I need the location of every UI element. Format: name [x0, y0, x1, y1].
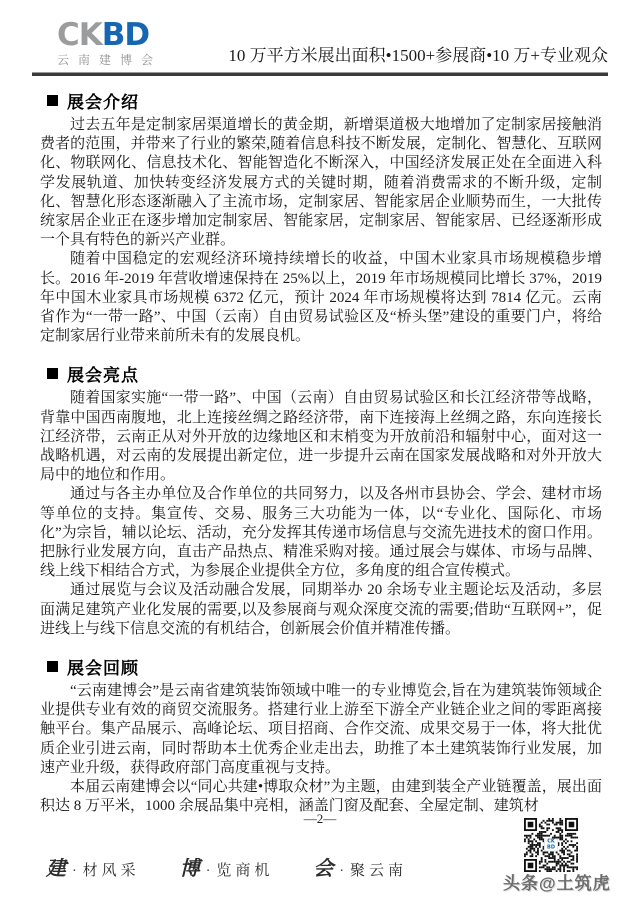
slogan-item	[180, 852, 274, 881]
slogan-separator: ·	[339, 864, 345, 879]
slogan-item	[46, 852, 140, 881]
qr-center-logo	[544, 839, 558, 852]
slogan-text: 览商机	[216, 863, 274, 879]
slogan-initial: 建	[46, 858, 66, 880]
section-intro	[40, 88, 602, 346]
footer-slogans	[46, 852, 407, 881]
paragraph: 通过展览与会议及活动融合发展，同期举办 20 余场专业主题论坛及活动，多层面满足建筑产业化发展的需要,以及参展商与观众深度交流的需要;借助“互联网+”，促进线上与线下信息交流的有机结合，创新展会价值并精准传播。	[40, 582, 602, 637]
logo-bd-text: BD	[101, 17, 150, 53]
slogan-initial: 会	[313, 858, 334, 880]
slogan-text: 材风采	[82, 863, 140, 879]
logo-subtitle: 云南建博会	[57, 53, 163, 67]
section-title-text: 展会亮点	[67, 366, 139, 386]
section-title-text: 展会回顾	[67, 659, 139, 679]
logo-ck-text: CK	[57, 17, 102, 53]
paragraph: 本届云南建博会以“同心共建•博取众材”为主题，由建到装全产业链覆盖，展出面积达 8 万平米，1000 余展品集中亮相，涵盖门窗及配套、全屋定制、建筑材	[40, 779, 602, 815]
slogan-separator: ·	[72, 864, 77, 879]
paragraph: 随着中国稳定的宏观经济环境持续增长的收益，中国木业家具市场规模稳步增长。2016 年-2019 年营收增速保持在 25%以上，2019 年市场规模同比增长 37%，2019 年中国木业家具市场规模 6372 亿元，预计 2024 年市场规模将达到 7814 亿元。云南省作为“一带一路”、中国（云南）自由贸易试验区及“桥头堡”建设的重要门户，将给定制家居行业带来前所未有的发展良机。	[40, 251, 602, 345]
section-highlights	[40, 361, 602, 639]
square-bullet-icon	[47, 368, 58, 379]
document-body	[40, 88, 602, 817]
qr-logo-line2: BD	[547, 844, 555, 850]
section-title	[47, 88, 602, 113]
section-review	[40, 654, 602, 816]
watermark-text: 头条@土筑虎	[503, 874, 611, 893]
qr-code	[524, 818, 578, 872]
slogan-text: 聚云南	[350, 863, 408, 879]
page-header	[32, 0, 608, 76]
paragraph: “云南建博会”是云南省建筑装饰领域中唯一的专业博览会,旨在为建筑装饰领域企业提供专业有效的商贸交流服务。搭建行业上游至下游全产业链企业之间的零距离接触平台。集产品展示、高峰论坛、项目招商、合作交流、成果交易于一体，将大批优质企业引进云南，同时帮助本土优秀企业走出去，助推了本土建筑装饰行业发展，加速产业升级，获得政府部门高度重视与支持。	[40, 683, 602, 776]
square-bullet-icon	[47, 661, 58, 672]
section-title	[47, 361, 602, 386]
paragraph: 通过与各主办单位及合作单位的共同努力，以及各州市县协会、学会、建材市场等单位的支持。集宣传、交易、服务三大功能为一体，以“专业化、国际化、市场化”为宗旨，辅以论坛、活动，充分发挥其传递市场信息与交流先进技术的窗口作用。把脉行业发展方向，直击产品热点、精准采购对接。通过展会与媒体、市场与品牌、线上线下相结合方式，为参展企业提供全方位，多角度的组合宣传模式。	[40, 486, 602, 580]
slogan-initial: 博	[179, 858, 200, 880]
section-title	[47, 654, 602, 679]
section-title-text: 展会介绍	[67, 93, 139, 112]
square-bullet-icon	[47, 95, 58, 106]
slogan-item	[313, 852, 407, 881]
header-tagline: 10 万平方米展出面积•1500+参展商•10 万+专业观众	[228, 46, 608, 65]
paragraph: 随着国家实施“一带一路”、中国（云南）自由贸易试验区和长江经济带等战略，背靠中国西南腹地，北上连接丝绸之路经济带，南下连接海上丝绸之路，东向连接长江经济带，云南正从对外开放的边缘地区和末梢变为开放前沿和辐射中心，面对这一战略机遇，对云南的发展提出新定位，进一步提升云南在国家发展战略和对外开放大局中的地位和作用。	[40, 390, 602, 484]
qr-logo-line1: CK	[547, 838, 555, 845]
ckbd-logo	[57, 17, 163, 67]
slogan-separator: ·	[205, 864, 211, 879]
header-divider	[32, 72, 608, 76]
page-number: —2—	[303, 811, 337, 826]
logo-wordmark	[57, 17, 162, 53]
paragraph: 过去五年是定制家居渠道增长的黄金期，新增渠道极大地增加了定制家居接触消费者的范围，并带来了行业的繁荣,随着信息科技不断发展，定制化、智慧化、互联网化、物联网化、信息技术化、智能智造化不断深入，中国经济发展正处在全面进入科学发展轨道、加快转变经济发展方式的关键时期，随着消费需求的不断升级，定制化、智慧化形态逐渐融入了主流市场，定制家居、智能家居企业顺势而生，一大批传统家居企业正在逐步增加定制家居、智能家居，定制家居、智能家居、已经逐渐形成一个具有特色的新兴产业群。	[40, 117, 602, 249]
